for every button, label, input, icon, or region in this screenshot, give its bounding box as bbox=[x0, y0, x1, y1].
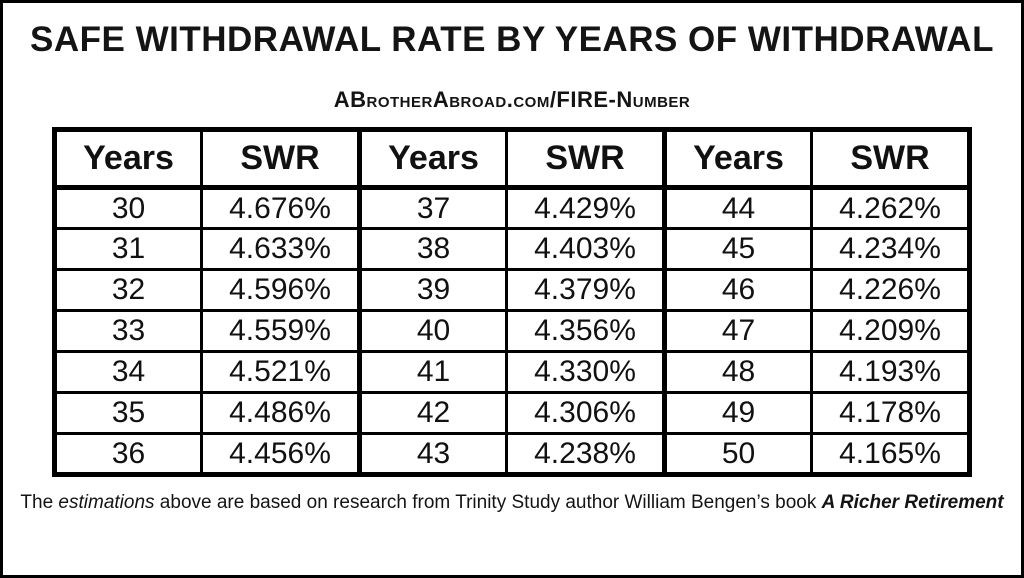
swr-header: SWR bbox=[812, 130, 970, 188]
swr-cell: 4.633% bbox=[202, 229, 360, 270]
years-cell: 46 bbox=[665, 270, 812, 311]
swr-cell: 4.234% bbox=[812, 229, 970, 270]
years-cell: 47 bbox=[665, 311, 812, 352]
years-cell: 31 bbox=[55, 229, 202, 270]
years-cell: 39 bbox=[360, 270, 507, 311]
swr-cell: 4.403% bbox=[507, 229, 665, 270]
swr-cell: 4.330% bbox=[507, 352, 665, 393]
table-header bbox=[55, 130, 970, 188]
swr-cell: 4.356% bbox=[507, 311, 665, 352]
table-row bbox=[55, 311, 970, 352]
book-title: A Richer Retirement bbox=[821, 492, 1004, 513]
swr-cell: 4.209% bbox=[812, 311, 970, 352]
swr-table bbox=[52, 127, 972, 477]
swr-header: SWR bbox=[507, 130, 665, 188]
table-row bbox=[55, 352, 970, 393]
website-subtitle: ABrotherAbroad.com/FIRE-Number bbox=[333, 87, 691, 112]
years-header: Years bbox=[55, 130, 202, 188]
years-cell: 43 bbox=[360, 434, 507, 475]
footer-emphasis: estimations bbox=[58, 492, 155, 513]
years-cell: 50 bbox=[665, 434, 812, 475]
years-cell: 41 bbox=[360, 352, 507, 393]
table-row bbox=[55, 434, 970, 475]
years-cell: 32 bbox=[55, 270, 202, 311]
years-cell: 45 bbox=[665, 229, 812, 270]
swr-cell: 4.521% bbox=[202, 352, 360, 393]
table-row bbox=[55, 270, 970, 311]
page-title: SAFE WITHDRAWAL RATE BY YEARS OF WITHDRAWAL bbox=[30, 20, 994, 59]
table-body bbox=[55, 188, 970, 475]
footer-text-middle: above are based on research from Trinity Study author William Bengen’s book bbox=[154, 492, 822, 513]
years-cell: 40 bbox=[360, 311, 507, 352]
years-cell: 36 bbox=[55, 434, 202, 475]
years-cell: 35 bbox=[55, 393, 202, 434]
table-header-row bbox=[55, 130, 970, 188]
swr-cell: 4.429% bbox=[507, 188, 665, 229]
swr-cell: 4.559% bbox=[202, 311, 360, 352]
swr-cell: 4.238% bbox=[507, 434, 665, 475]
years-header: Years bbox=[360, 130, 507, 188]
swr-cell: 4.226% bbox=[812, 270, 970, 311]
table-row bbox=[55, 188, 970, 229]
table-row bbox=[55, 229, 970, 270]
swr-cell: 4.379% bbox=[507, 270, 665, 311]
years-cell: 33 bbox=[55, 311, 202, 352]
table-row bbox=[55, 393, 970, 434]
swr-cell: 4.165% bbox=[812, 434, 970, 475]
years-cell: 37 bbox=[360, 188, 507, 229]
swr-cell: 4.178% bbox=[812, 393, 970, 434]
footer-text-prefix: The bbox=[20, 492, 59, 513]
swr-cell: 4.193% bbox=[812, 352, 970, 393]
years-cell: 30 bbox=[55, 188, 202, 229]
swr-cell: 4.676% bbox=[202, 188, 360, 229]
swr-cell: 4.306% bbox=[507, 393, 665, 434]
years-cell: 48 bbox=[665, 352, 812, 393]
swr-cell: 4.486% bbox=[202, 393, 360, 434]
years-cell: 38 bbox=[360, 229, 507, 270]
years-header: Years bbox=[665, 130, 812, 188]
years-cell: 42 bbox=[360, 393, 507, 434]
source-attribution bbox=[3, 492, 1021, 514]
swr-cell: 4.596% bbox=[202, 270, 360, 311]
swr-cell: 4.456% bbox=[202, 434, 360, 475]
years-cell: 44 bbox=[665, 188, 812, 229]
years-cell: 34 bbox=[55, 352, 202, 393]
years-cell: 49 bbox=[665, 393, 812, 434]
swr-cell: 4.262% bbox=[812, 188, 970, 229]
swr-header: SWR bbox=[202, 130, 360, 188]
